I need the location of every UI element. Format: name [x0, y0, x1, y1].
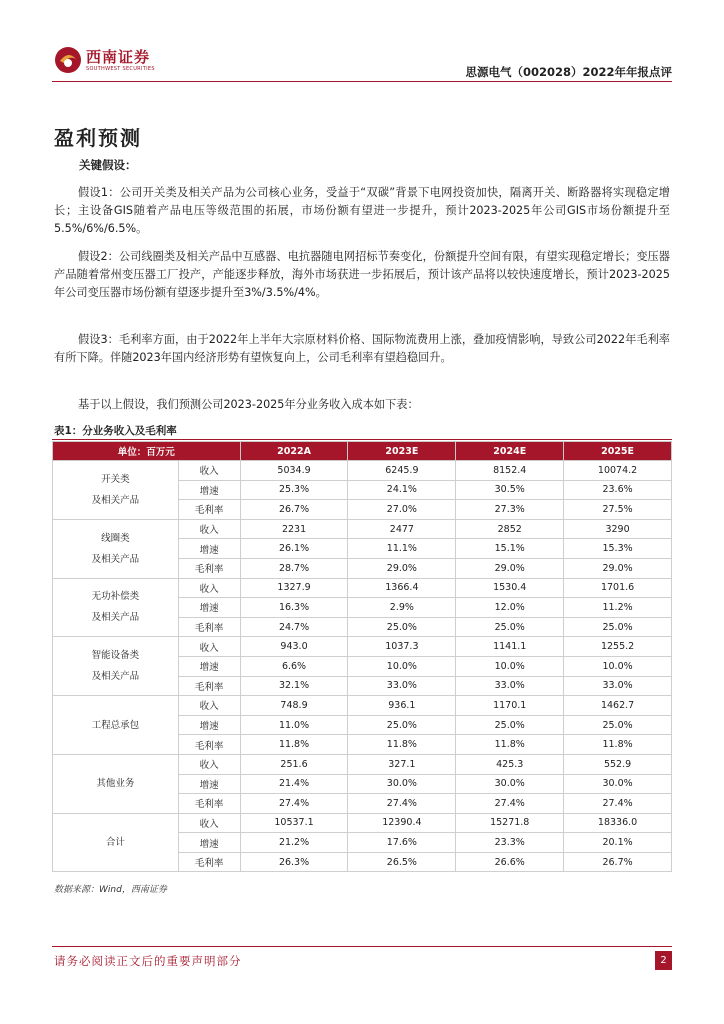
value-cell: 15271.8: [456, 813, 564, 833]
segment-name-cell: [53, 637, 179, 696]
value-cell: 1462.7: [564, 696, 672, 716]
value-cell: 25.0%: [564, 715, 672, 735]
value-cell: 32.1%: [240, 676, 348, 696]
value-cell: 8152.4: [456, 461, 564, 481]
metric-label: 收入: [178, 754, 240, 774]
value-cell: 1255.2: [564, 637, 672, 657]
value-cell: 748.9: [240, 696, 348, 716]
value-cell: 1701.6: [564, 578, 672, 598]
metric-label: 毛利率: [178, 617, 240, 637]
assumption-2: 假设2：公司线圈类及相关产品中互感器、电抗器随电网招标节奏变化，份额提升空间有限，有望实现稳定增长；变压器产品随着常州变压器工厂投产，产能逐步释放，海外市场获进一步拓展后，预计该产品将以较快速度增长，预计2023-2025年公司变压器市场份额有望逐步提升至3%/3.5%/4%。: [54, 250, 670, 299]
value-cell: 552.9: [564, 754, 672, 774]
column-header: 2024E: [456, 442, 564, 461]
value-cell: 24.7%: [240, 617, 348, 637]
value-cell: 1141.1: [456, 637, 564, 657]
segment-name-cell: [53, 813, 179, 872]
metric-label: 毛利率: [178, 500, 240, 520]
value-cell: 25.3%: [240, 480, 348, 500]
assumption-1: 假设1：公司开关类及相关产品为公司核心业务，受益于“双碳”背景下电网投资加快，隔离开关、断路器将实现稳定增长；主设备GIS随着产品电压等级范围的拓展，市场份额有望进一步提升，预计2023-2025年公司GIS市场份额提升至5.5%/6%/6.5%。: [54, 186, 670, 235]
header-divider: [52, 81, 672, 82]
value-cell: 27.4%: [564, 794, 672, 814]
value-cell: 2852: [456, 519, 564, 539]
value-cell: 29.0%: [348, 558, 456, 578]
value-cell: 425.3: [456, 754, 564, 774]
data-source-note: 数据来源：Wind，西南证券: [54, 885, 167, 895]
metric-label: 收入: [178, 519, 240, 539]
value-cell: 1170.1: [456, 696, 564, 716]
metric-label: 增速: [178, 480, 240, 500]
value-cell: 26.7%: [564, 852, 672, 872]
value-cell: 27.0%: [348, 500, 456, 520]
table-row: [53, 813, 672, 833]
segment-name-suffix: 及相关产品: [91, 494, 140, 506]
value-cell: 30.0%: [564, 774, 672, 794]
page-number: 2: [655, 951, 672, 970]
metric-label: 增速: [178, 539, 240, 559]
value-cell: 33.0%: [456, 676, 564, 696]
value-cell: 2.9%: [348, 598, 456, 618]
value-cell: 10074.2: [564, 461, 672, 481]
table-body: [53, 461, 672, 872]
column-header: 2025E: [564, 442, 672, 461]
value-cell: 26.5%: [348, 852, 456, 872]
metric-label: 毛利率: [178, 676, 240, 696]
value-cell: 1366.4: [348, 578, 456, 598]
value-cell: 1530.4: [456, 578, 564, 598]
value-cell: 3290: [564, 519, 672, 539]
value-cell: 16.3%: [240, 598, 348, 618]
value-cell: 30.5%: [456, 480, 564, 500]
value-cell: 10.0%: [348, 656, 456, 676]
value-cell: 23.3%: [456, 833, 564, 853]
segment-name-cell: [53, 754, 179, 813]
table-row: [53, 696, 672, 716]
value-cell: 26.7%: [240, 500, 348, 520]
value-cell: 2231: [240, 519, 348, 539]
segment-name: 无功补偿类: [91, 591, 140, 603]
value-cell: 33.0%: [564, 676, 672, 696]
value-cell: 6245.9: [348, 461, 456, 481]
metric-label: 毛利率: [178, 794, 240, 814]
logo-emblem-icon: [54, 46, 82, 74]
segment-name: 工程总承包: [91, 719, 140, 731]
forecast-intro: 基于以上假设，我们预测公司2023-2025年分业务收入成本如下表：: [78, 398, 419, 411]
metric-label: 增速: [178, 715, 240, 735]
value-cell: 10.0%: [564, 656, 672, 676]
value-cell: 25.0%: [456, 715, 564, 735]
value-cell: 11.8%: [240, 735, 348, 755]
segment-name: 线圈类: [101, 532, 130, 544]
metric-label: 增速: [178, 656, 240, 676]
value-cell: 2477: [348, 519, 456, 539]
value-cell: 15.1%: [456, 539, 564, 559]
value-cell: 29.0%: [456, 558, 564, 578]
metric-label: 增速: [178, 774, 240, 794]
segment-name: 其他业务: [96, 778, 135, 790]
metric-label: 收入: [178, 461, 240, 481]
value-cell: 936.1: [348, 696, 456, 716]
value-cell: 11.0%: [240, 715, 348, 735]
value-cell: 11.2%: [564, 598, 672, 618]
segment-name: 合计: [105, 837, 125, 849]
table-header-row: [53, 442, 672, 461]
segment-name-cell: [53, 461, 179, 520]
value-cell: 30.0%: [348, 774, 456, 794]
metric-label: 增速: [178, 833, 240, 853]
metric-label: 收入: [178, 813, 240, 833]
value-cell: 943.0: [240, 637, 348, 657]
value-cell: 23.6%: [564, 480, 672, 500]
value-cell: 17.6%: [348, 833, 456, 853]
column-header: 2022A: [240, 442, 348, 461]
metric-label: 增速: [178, 598, 240, 618]
value-cell: 10537.1: [240, 813, 348, 833]
segment-name-suffix: 及相关产品: [91, 612, 140, 624]
value-cell: 6.6%: [240, 656, 348, 676]
logo-subtext: SOUTHWEST SECURITIES: [86, 66, 155, 72]
metric-label: 收入: [178, 696, 240, 716]
value-cell: 28.7%: [240, 558, 348, 578]
metric-label: 收入: [178, 578, 240, 598]
value-cell: 12.0%: [456, 598, 564, 618]
segment-name: 开关类: [101, 473, 130, 485]
table-row: [53, 578, 672, 598]
table-row: [53, 461, 672, 481]
metric-label: 收入: [178, 637, 240, 657]
segment-name-suffix: 及相关产品: [91, 671, 140, 683]
value-cell: 27.4%: [456, 794, 564, 814]
footer-divider: [52, 946, 672, 947]
value-cell: 26.6%: [456, 852, 564, 872]
company-logo: [52, 44, 155, 78]
segment-name: 智能设备类: [91, 650, 140, 662]
value-cell: 25.0%: [348, 715, 456, 735]
value-cell: 11.8%: [564, 735, 672, 755]
section-title: 盈利预测: [54, 126, 142, 150]
value-cell: 327.1: [348, 754, 456, 774]
footer-disclaimer: 请务必阅读正文后的重要声明部分: [54, 954, 242, 968]
value-cell: 1327.9: [240, 578, 348, 598]
value-cell: 5034.9: [240, 461, 348, 481]
assumption-3: 假设3：毛利率方面，由于2022年上半年大宗原材料价格、国际物流费用上涨，叠加疫情影响，导致公司2022年毛利率有所下降。伴随2023年国内经济形势有望恢复向上，公司毛利率有望趋稳回升。: [54, 333, 670, 364]
report-title: 思源电气（002028）2022年年报点评: [465, 65, 672, 79]
value-cell: 10.0%: [456, 656, 564, 676]
value-cell: 27.3%: [456, 500, 564, 520]
value-cell: 33.0%: [348, 676, 456, 696]
segment-name-cell: [53, 696, 179, 755]
value-cell: 21.2%: [240, 833, 348, 853]
table-row: [53, 754, 672, 774]
value-cell: 12390.4: [348, 813, 456, 833]
value-cell: 11.1%: [348, 539, 456, 559]
value-cell: 21.4%: [240, 774, 348, 794]
metric-label: 毛利率: [178, 735, 240, 755]
table-caption-divider: [52, 439, 672, 440]
column-header: 2023E: [348, 442, 456, 461]
value-cell: 1037.3: [348, 637, 456, 657]
value-cell: 11.8%: [456, 735, 564, 755]
segment-name-suffix: 及相关产品: [91, 553, 140, 565]
value-cell: 20.1%: [564, 833, 672, 853]
value-cell: 11.8%: [348, 735, 456, 755]
key-assumptions-heading: 关键假设：: [79, 158, 137, 172]
logo-text: 西南证券: [86, 48, 151, 66]
value-cell: 15.3%: [564, 539, 672, 559]
segment-name-cell: [53, 519, 179, 578]
value-cell: 30.0%: [456, 774, 564, 794]
value-cell: 18336.0: [564, 813, 672, 833]
metric-label: 毛利率: [178, 558, 240, 578]
table-row: [53, 519, 672, 539]
table-caption: 表1：分业务收入及毛利率: [54, 425, 177, 437]
segment-name-cell: [53, 578, 179, 637]
forecast-table: [52, 441, 672, 872]
value-cell: 25.0%: [348, 617, 456, 637]
value-cell: 29.0%: [564, 558, 672, 578]
value-cell: 27.5%: [564, 500, 672, 520]
value-cell: 26.3%: [240, 852, 348, 872]
value-cell: 27.4%: [348, 794, 456, 814]
value-cell: 24.1%: [348, 480, 456, 500]
value-cell: 25.0%: [564, 617, 672, 637]
metric-label: 毛利率: [178, 852, 240, 872]
value-cell: 27.4%: [240, 794, 348, 814]
value-cell: 251.6: [240, 754, 348, 774]
table-row: [53, 637, 672, 657]
value-cell: 26.1%: [240, 539, 348, 559]
value-cell: 25.0%: [456, 617, 564, 637]
unit-header: 单位：百万元: [53, 442, 241, 461]
